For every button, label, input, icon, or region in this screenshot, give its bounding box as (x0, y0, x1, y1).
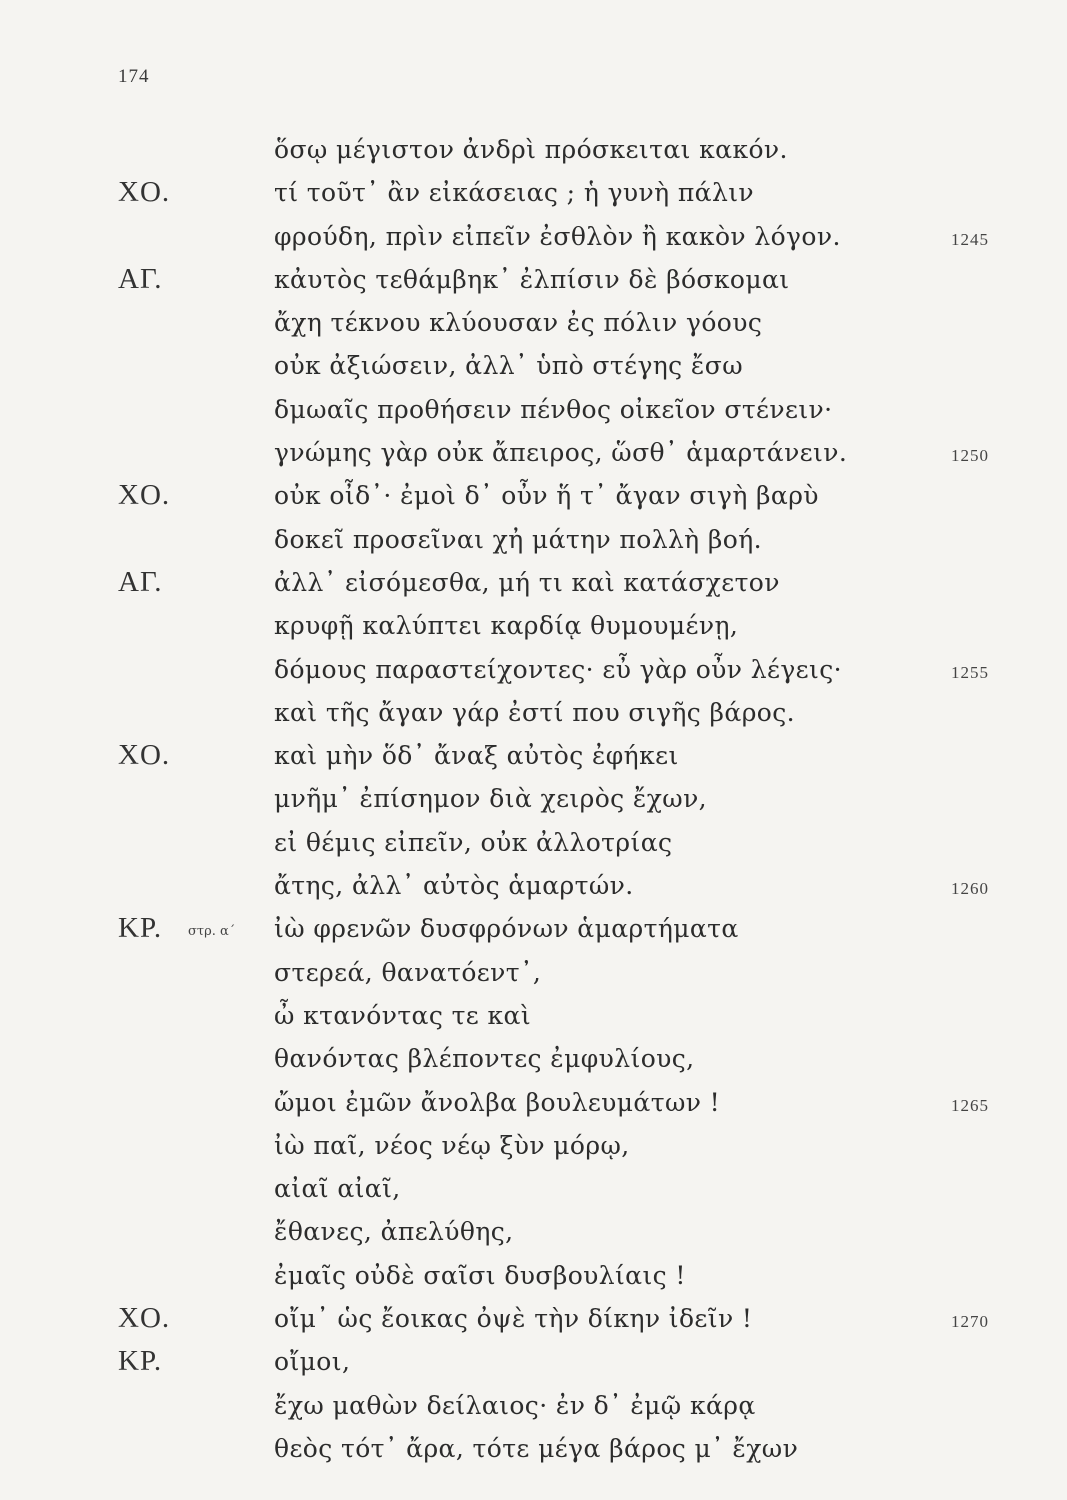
verse-line (0, 391, 1067, 434)
line-number: 1260 (951, 879, 989, 899)
speaker-label: ΧΟ. (118, 739, 171, 772)
verse-text: θεὸς τότ᾽ ἄρα, τότε μέγα βάρος μ᾽ ἔχων (274, 1433, 799, 1463)
verse-line (0, 1430, 1067, 1473)
verse-text: θανόντας βλέποντες ἐμφυλίους, (274, 1044, 695, 1074)
verse-text: οὐκ οἶδ᾽· ἐμοὶ δ᾽ οὖν ἥ τ᾽ ἄγαν σιγὴ βαρὺ (274, 481, 819, 511)
verse-line (0, 174, 1067, 217)
verse-text: φρούδη, πρὶν εἰπεῖν ἐσθλὸν ἢ κακὸν λόγον. (274, 221, 841, 251)
verse-text: οἴμοι, (274, 1347, 351, 1377)
verse-text: οἴμ᾽ ὡς ἔοικας ὀψὲ τὴν δίκην ἰδεῖν ! (274, 1304, 753, 1334)
verse-line (0, 1127, 1067, 1170)
verse-line (0, 304, 1067, 347)
verse-line (0, 607, 1067, 650)
verse-line (0, 867, 1067, 910)
speaker-label: ΑΓ. (118, 565, 163, 598)
verse-block (0, 131, 1067, 1473)
verse-text: οὐκ ἀξιώσειν, ἀλλ᾽ ὑπὸ στέγης ἔσω (274, 351, 743, 381)
verse-line (0, 1343, 1067, 1386)
verse-text: τί τοῦτ᾽ ἂν εἰκάσειας ; ἡ γυνὴ πάλιν (274, 178, 754, 208)
verse-line (0, 347, 1067, 390)
verse-line (0, 1300, 1067, 1343)
speaker-label: ΚΡ. (118, 1345, 163, 1378)
verse-line (0, 1040, 1067, 1083)
verse-text: δόμους παραστείχοντες· εὖ γὰρ οὖν λέγεις· (274, 654, 842, 684)
speaker-label: ΑΓ. (118, 262, 163, 295)
verse-text: κρυφῇ καλύπτει καρδίᾳ θυμουμένῃ, (274, 611, 739, 641)
verse-line (0, 651, 1067, 694)
line-number: 1250 (951, 446, 989, 466)
verse-line (0, 1387, 1067, 1430)
verse-text: γνώμης γὰρ οὐκ ἄπειρος, ὥσθ᾽ ἁμαρτάνειν. (274, 438, 848, 468)
verse-line (0, 434, 1067, 477)
verse-line (0, 218, 1067, 261)
strophe-marker: στρ. α´ (188, 924, 236, 940)
verse-line (0, 737, 1067, 780)
verse-line (0, 131, 1067, 174)
verse-text: καὶ τῆς ἄγαν γάρ ἐστί που σιγῆς βάρος. (274, 697, 795, 727)
verse-text: ἀλλ᾽ εἰσόμεσθα, μή τι καὶ κατάσχετον (274, 567, 780, 597)
verse-text: ἔχω μαθὼν δείλαιος· ἐν δ᾽ ἐμῷ κάρᾳ (274, 1390, 756, 1420)
verse-text: ἔθανες, ἀπελύθης, (274, 1217, 514, 1247)
verse-line (0, 1257, 1067, 1300)
verse-text: καὶ μὴν ὅδ᾽ ἄναξ αὐτὸς ἐφήκει (274, 741, 679, 771)
verse-line (0, 910, 1067, 953)
verse-text: ἄχη τέκνου κλύουσαν ἐς πόλιν γόους (274, 308, 763, 338)
verse-text: δμωαῖς προθήσειν πένθος οἰκεῖον στένειν· (274, 394, 833, 424)
verse-line (0, 997, 1067, 1040)
verse-text: ὦ κτανόντας τε καὶ (274, 1000, 532, 1030)
line-number: 1270 (951, 1312, 989, 1332)
verse-text: στερεά, θανατόεντ᾽, (274, 957, 542, 987)
verse-text: εἰ θέμις εἰπεῖν, οὐκ ἀλλοτρίας (274, 827, 673, 857)
verse-line (0, 521, 1067, 564)
verse-line (0, 1170, 1067, 1213)
line-number: 1255 (951, 662, 989, 682)
speaker-label: ΧΟ. (118, 1302, 171, 1335)
page-number: 174 (118, 66, 150, 87)
line-number: 1245 (951, 229, 989, 249)
verse-line (0, 1084, 1067, 1127)
verse-text: ἄτης, ἀλλ᾽ αὐτὸς ἁμαρτών. (274, 871, 634, 901)
verse-line (0, 780, 1067, 823)
verse-text: δοκεῖ προσεῖναι χἠ μάτην πολλὴ βοή. (274, 524, 762, 554)
verse-text: ὤμοι ἐμῶν ἄνολβα βουλευμάτων ! (274, 1087, 721, 1117)
verse-line (0, 477, 1067, 520)
verse-line (0, 261, 1067, 304)
verse-text: ὅσῳ μέγιστον ἀνδρὶ πρόσκειται κακόν. (274, 135, 788, 164)
verse-text: κἀυτὸς τεθάμβηκ᾽ ἐλπίσιν δὲ βόσκομαι (274, 264, 790, 294)
verse-text: ἰὼ φρενῶν δυσφρόνων ἁμαρτήματα (274, 914, 739, 944)
speaker-label: ΚΡ. (118, 912, 163, 945)
verse-text: ἰὼ παῖ, νέος νέῳ ξὺν μόρῳ, (274, 1130, 630, 1160)
verse-line (0, 564, 1067, 607)
verse-text: αἰαῖ αἰαῖ, (274, 1174, 401, 1204)
verse-line (0, 694, 1067, 737)
speaker-label: ΧΟ. (118, 176, 171, 209)
line-number: 1265 (951, 1095, 989, 1115)
verse-line (0, 954, 1067, 997)
verse-text: μνῆμ᾽ ἐπίσημον διὰ χειρὸς ἔχων, (274, 784, 708, 814)
verse-line (0, 824, 1067, 867)
verse-text: ἐμαῖς οὐδὲ σαῖσι δυσβουλίαις ! (274, 1260, 686, 1290)
speaker-label: ΧΟ. (118, 479, 171, 512)
verse-line (0, 1213, 1067, 1256)
